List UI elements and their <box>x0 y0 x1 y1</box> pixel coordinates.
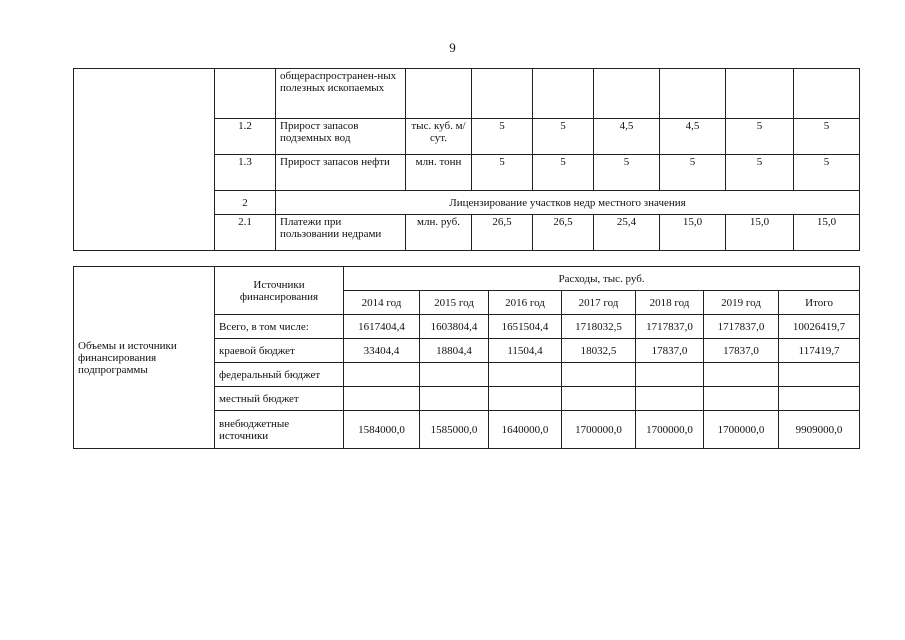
value-cell <box>779 363 860 387</box>
value-cell: 1585000,0 <box>420 411 489 449</box>
value-cell: 1718032,5 <box>562 315 636 339</box>
value-cell: 17837,0 <box>636 339 704 363</box>
row-name: Прирост запасов подземных вод <box>276 119 406 155</box>
row-unit: тыс. куб. м/сут. <box>406 119 472 155</box>
value-cell: 18804,4 <box>420 339 489 363</box>
value-cell: 5 <box>533 119 594 155</box>
value-cell: 9909000,0 <box>779 411 860 449</box>
table-row <box>74 267 860 291</box>
value-cell: 1603804,4 <box>420 315 489 339</box>
source-name: федеральный бюджет <box>215 363 344 387</box>
page-number: 9 <box>449 40 456 55</box>
year-header: 2017 год <box>562 291 636 315</box>
value-cell <box>704 387 779 411</box>
value-cell: 26,5 <box>472 215 533 251</box>
value-cell: 5 <box>472 119 533 155</box>
section-title: Лицензирование участков недр местного значения <box>276 191 860 215</box>
row-number: 1.3 <box>215 155 276 191</box>
value-cell: 10026419,7 <box>779 315 860 339</box>
value-cell: 15,0 <box>726 215 794 251</box>
source-name: внебюджетные источники <box>215 411 344 449</box>
row-name: общераспространен-ных полезных ископаемых <box>276 69 406 119</box>
financing-label: Объемы и источники финансирования подпрограммы <box>74 267 215 449</box>
year-header: 2016 год <box>489 291 562 315</box>
value-cell: 1717837,0 <box>704 315 779 339</box>
value-cell: 1717837,0 <box>636 315 704 339</box>
value-cell: 117419,7 <box>779 339 860 363</box>
expenses-header: Расходы, тыс. руб. <box>344 267 860 291</box>
value-cell <box>794 69 860 119</box>
value-cell <box>489 387 562 411</box>
value-cell: 1651504,4 <box>489 315 562 339</box>
value-cell <box>472 69 533 119</box>
value-cell: 5 <box>794 155 860 191</box>
section-number: 2 <box>215 191 276 215</box>
value-cell <box>636 387 704 411</box>
table-row <box>74 69 860 119</box>
year-header: Итого <box>779 291 860 315</box>
value-cell <box>420 387 489 411</box>
value-cell: 5 <box>472 155 533 191</box>
row-unit: млн. руб. <box>406 215 472 251</box>
value-cell: 15,0 <box>794 215 860 251</box>
value-cell: 4,5 <box>660 119 726 155</box>
value-cell: 4,5 <box>594 119 660 155</box>
value-cell: 5 <box>594 155 660 191</box>
value-cell <box>562 363 636 387</box>
source-name: краевой бюджет <box>215 339 344 363</box>
value-cell <box>533 69 594 119</box>
value-cell: 15,0 <box>660 215 726 251</box>
value-cell: 5 <box>533 155 594 191</box>
value-cell: 25,4 <box>594 215 660 251</box>
value-cell: 5 <box>726 155 794 191</box>
row-unit: млн. тонн <box>406 155 472 191</box>
value-cell <box>704 363 779 387</box>
row-unit <box>406 69 472 119</box>
value-cell <box>779 387 860 411</box>
row-number <box>215 69 276 119</box>
financing-table <box>73 266 860 449</box>
value-cell: 1617404,4 <box>344 315 420 339</box>
value-cell: 26,5 <box>533 215 594 251</box>
year-header: 2019 год <box>704 291 779 315</box>
value-cell: 17837,0 <box>704 339 779 363</box>
value-cell <box>562 387 636 411</box>
value-cell: 1700000,0 <box>562 411 636 449</box>
indicators-table <box>73 68 860 251</box>
value-cell <box>660 69 726 119</box>
value-cell: 33404,4 <box>344 339 420 363</box>
row-name: Прирост запасов нефти <box>276 155 406 191</box>
value-cell <box>594 69 660 119</box>
source-name: местный бюджет <box>215 387 344 411</box>
row-name: Платежи при пользовании недрами <box>276 215 406 251</box>
value-cell: 1584000,0 <box>344 411 420 449</box>
year-header: 2015 год <box>420 291 489 315</box>
year-header: 2014 год <box>344 291 420 315</box>
value-cell: 5 <box>726 119 794 155</box>
source-name: Всего, в том числе: <box>215 315 344 339</box>
value-cell: 5 <box>660 155 726 191</box>
value-cell <box>489 363 562 387</box>
value-cell: 11504,4 <box>489 339 562 363</box>
value-cell: 1640000,0 <box>489 411 562 449</box>
value-cell: 18032,5 <box>562 339 636 363</box>
sources-header: Источники финансирования <box>215 267 344 315</box>
value-cell <box>636 363 704 387</box>
value-cell: 1700000,0 <box>704 411 779 449</box>
value-cell <box>344 363 420 387</box>
empty-cell <box>74 69 215 251</box>
value-cell <box>344 387 420 411</box>
year-header: 2018 год <box>636 291 704 315</box>
row-number: 2.1 <box>215 215 276 251</box>
value-cell <box>726 69 794 119</box>
value-cell: 5 <box>794 119 860 155</box>
row-number: 1.2 <box>215 119 276 155</box>
value-cell: 1700000,0 <box>636 411 704 449</box>
value-cell <box>420 363 489 387</box>
